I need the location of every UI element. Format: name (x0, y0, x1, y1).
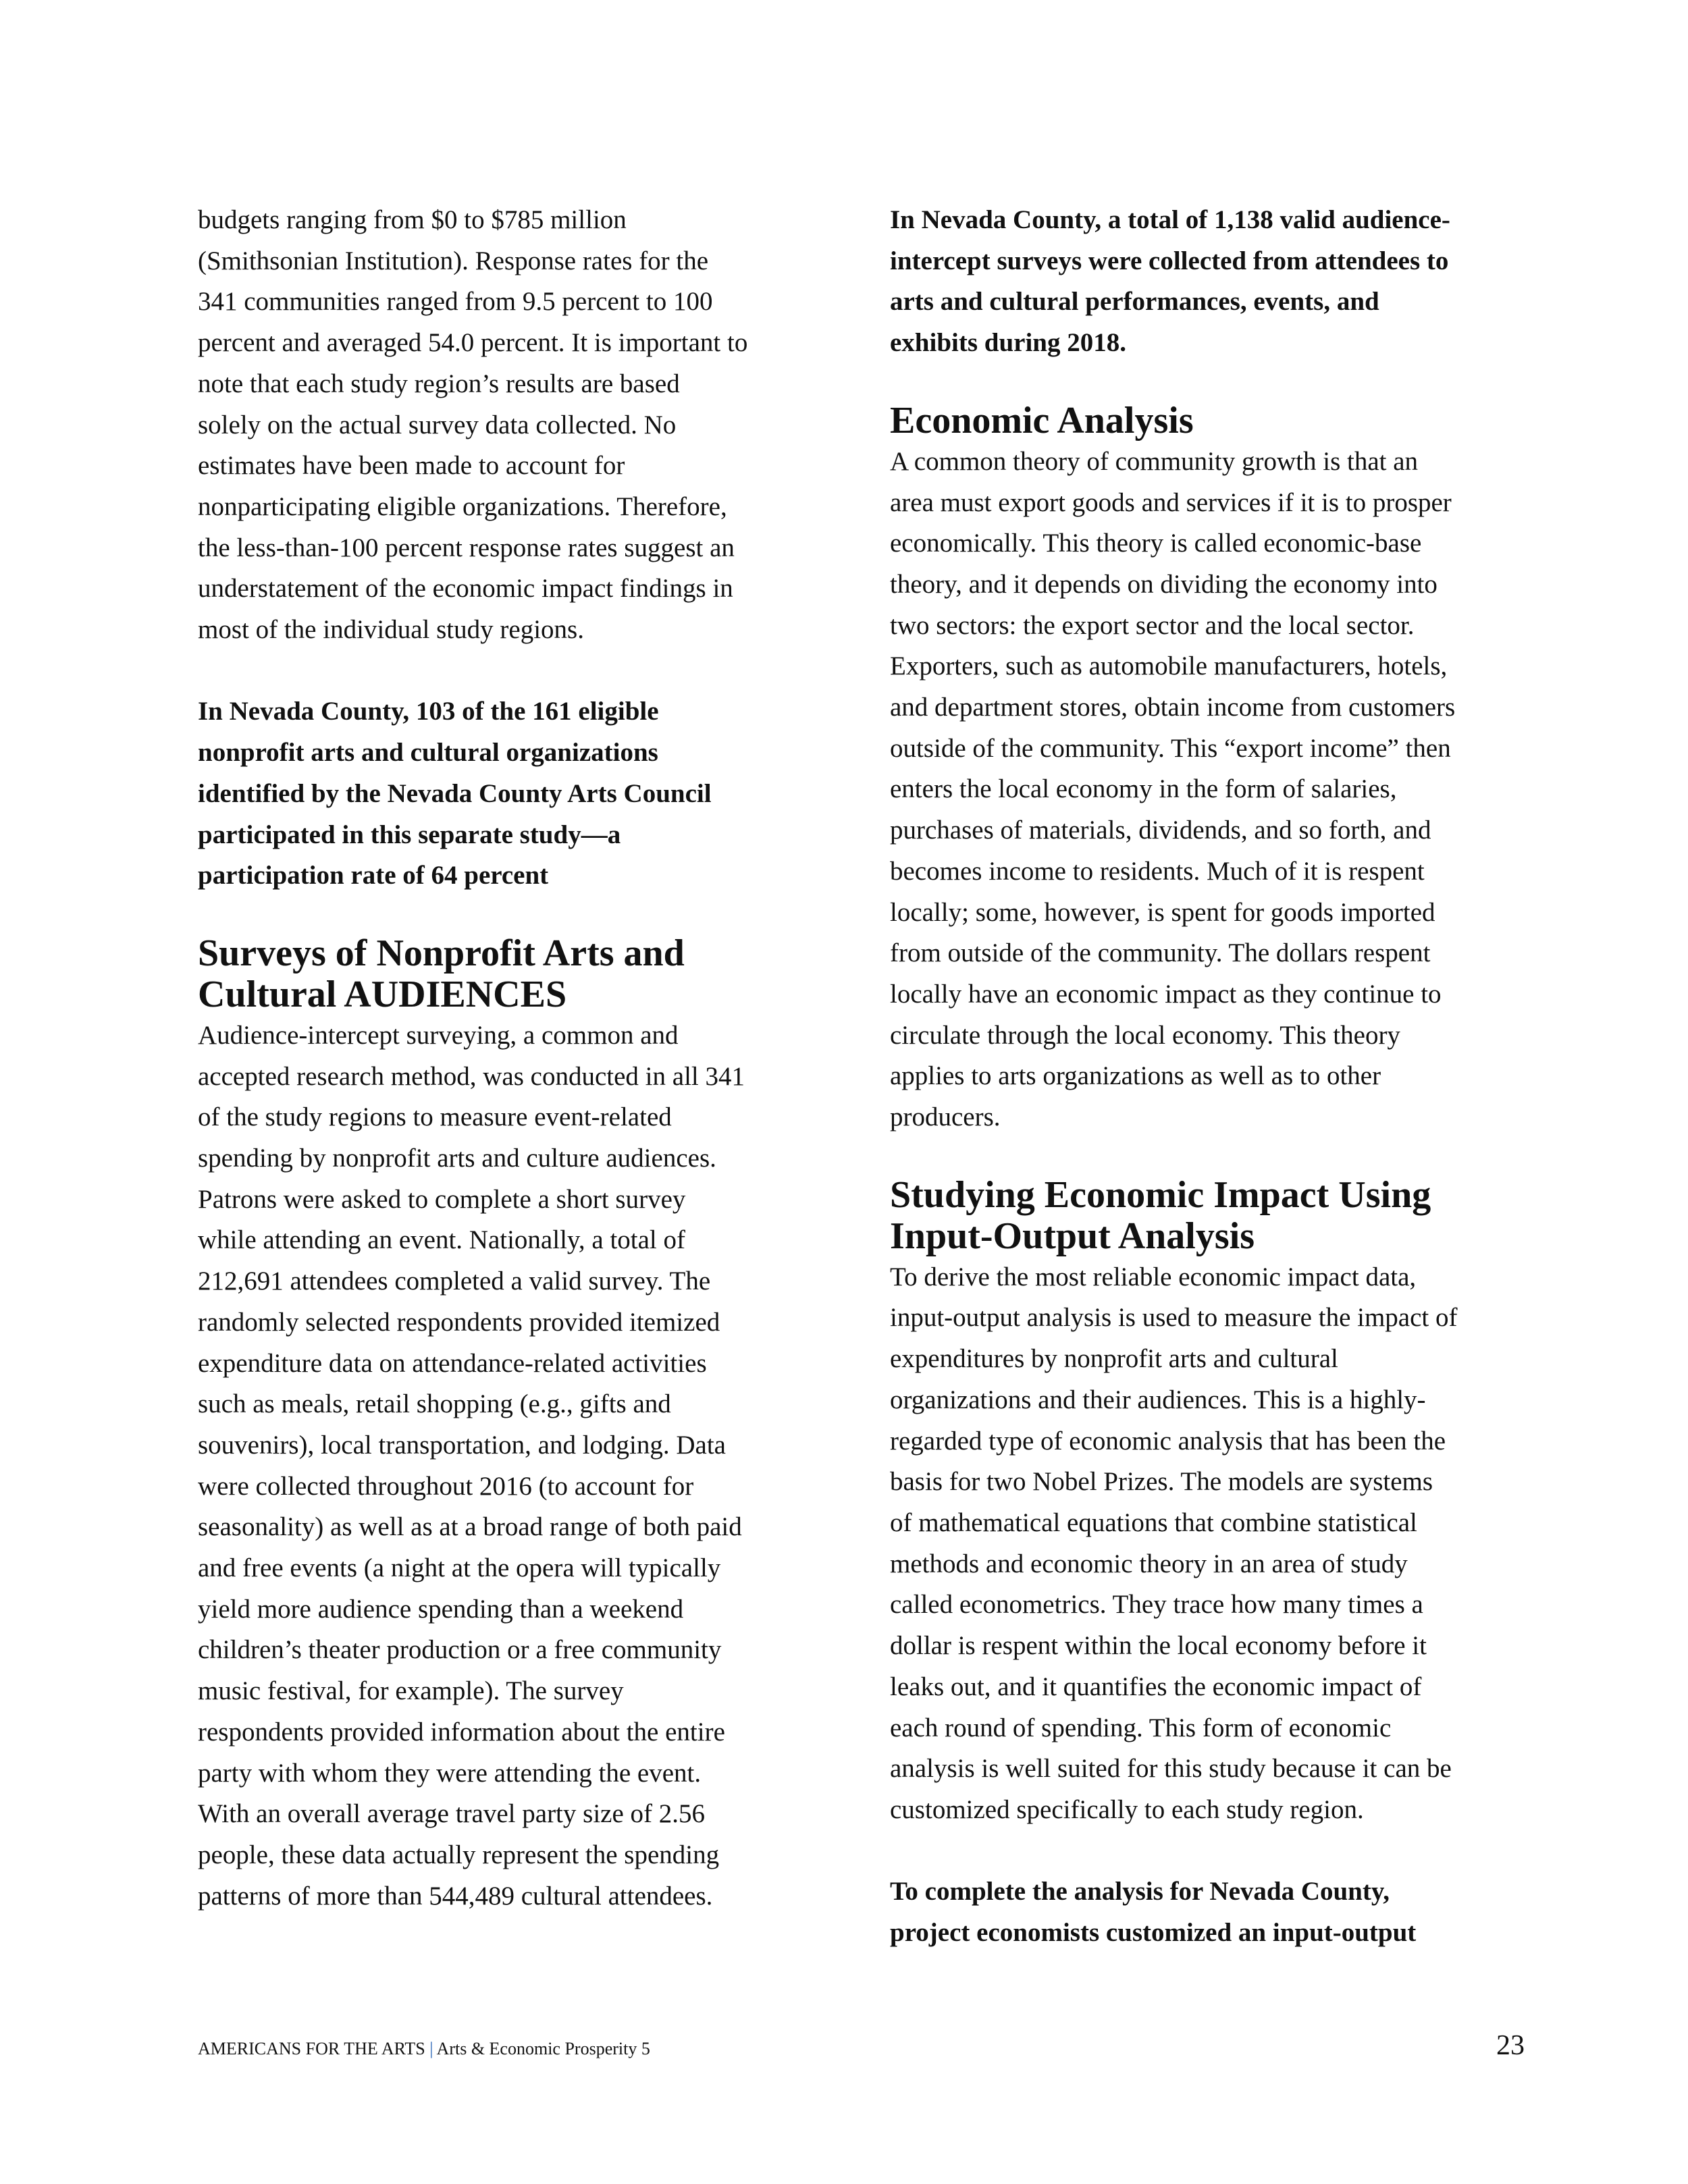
highlight-paragraph: To complete the analysis for Nevada County, project economists customized an input-output (890, 1877, 1417, 1947)
page-number: 23 (1496, 2030, 1525, 2061)
section-heading: Studying Economic Impact Using Input-Output Analysis (890, 1173, 1431, 1257)
section-heading: Economic Analysis (890, 399, 1194, 442)
body-paragraph: To derive the most reliable economic impact data, input-output analysis is used to measure the impact of expenditures by nonprofit arts and cultural organizations and their audiences. This is a highly- regarded type of economic analysis that has been the basis for two Nobel Prizes. The models are systems of mathematical equations that combine statistical methods and economic theory in an area of study called econometrics. They trace how many times a dollar is respent within the local economy before it leaks out, and it quantifies the economic impact of each round of spending. This form of economic analysis is well suited for this study because it can be customized specifically to each study region. (890, 1262, 1458, 1824)
highlight-paragraph: In Nevada County, a total of 1,138 valid audience- intercept surveys were collected from attendees to arts and cultural performances, events, and exhibits during 2018. (890, 205, 1450, 358)
body-paragraph: A common theory of community growth is that an area must export goods and services if it is to prosper economically. This theory is called economic-base theory, and it depends on dividing the economy into two sectors: the export sector and the local sector. Exporters, such as automobile manufacturers, hotels, and department stores, obtain income from customers outside of the community. This “export income” then enters the local economy in the form of salaries, purchases of materials, dividends, and so forth, and becomes income to residents. Much of it is respent locally; some, however, is spent for goods imported from outside of the community. The dollars respent locally have an economic impact as they continue to circulate through the local economy. This theory applies to arts organizations as well as to other producers. (890, 446, 1456, 1132)
right-column (890, 200, 1525, 1954)
highlight-paragraph: In Nevada County, 103 of the 161 eligible nonprofit arts and cultural organizations identified by the Nevada County Arts Council participated in this separate study—a participation rate of 64 percent (198, 697, 712, 890)
footer-publication: Arts & Economic Prosperity 5 (436, 2039, 650, 2058)
left-column (198, 200, 816, 1917)
body-paragraph: Audience-intercept surveying, a common and accepted research method, was conducted in all 341 of the study regions to measure event-related spending by nonprofit arts and culture audiences. Patrons were asked to complete a short survey while attending an event. Nationally, a total of 212,691 attendees completed a valid survey. The randomly selected respondents provided itemized expenditure data on attendance-related activities such as meals, retail shopping (e.g., gifts and souvenirs), local transportation, and lodging. Data were collected throughout 2016 (to account for seasonality) as well as at a broad range of both paid and free events (a night at the opera will typically yield more audience spending than a weekend children’s theater production or a free community music festival, for example). The survey respondents provided information about the entire party with whom they were attending the event. With an overall average travel party size of 2.56 people, these data actually represent the spending patterns of more than 544,489 cultural attendees. (198, 1020, 745, 1911)
footer-separator: | (429, 2039, 433, 2058)
page-footer (198, 2025, 1525, 2066)
footer-organization: AMERICANS FOR THE ARTS (198, 2039, 425, 2058)
footer-credit (198, 2039, 650, 2059)
section-heading: Surveys of Nonprofit Arts and Cultural AUDIENCES (198, 932, 685, 1015)
body-paragraph: budgets ranging from $0 to $785 million (Smithsonian Institution). Response rates for the 341 communities ranged from 9.5 percent to 100 percent and averaged 54.0 percent. It is important to note that each study region’s results are based solely on the actual survey data collected. No estimates have been made to account for nonparticipating eligible organizations. Therefore, the less-than-100 percent response rates suggest an understatement of the economic impact findings in most of the individual study regions. (198, 205, 748, 645)
